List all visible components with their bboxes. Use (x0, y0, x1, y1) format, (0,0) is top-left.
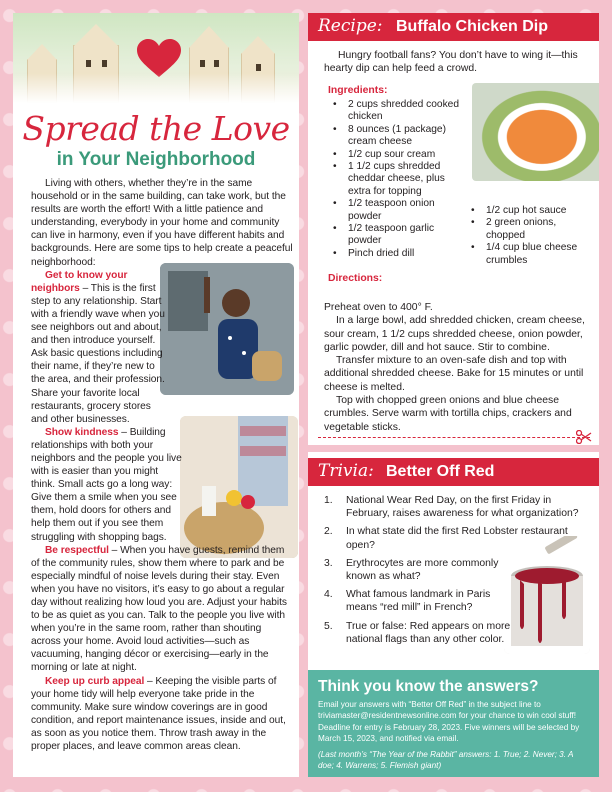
ingredient-item: • 1/2 cup hot sauce (468, 205, 596, 217)
answers-box (308, 670, 599, 777)
article-body (31, 177, 293, 753)
tip-heading: Get to know your neighbors (31, 269, 128, 294)
recipe-intro: Hungry football fans? You don’t have to wing it—this hearty dip can help feed a crowd. (324, 50, 578, 74)
recipe-card (308, 13, 599, 445)
direction-step: Top with chopped green onions and blue cheese crumbles. Serve warm with tortilla chips, crackers and vegetable sticks. (324, 395, 572, 433)
tip-text: – Keeping the visible parts of your home tidy will help everyone take pride in the community. Make sure window coverings are in good condition, and report maintenance issues, inside and out, as soon as you notice them. Throw trash away in the proper places, and leave common areas clean. (31, 675, 286, 753)
cut-line (318, 437, 590, 438)
buffalo-dip-photo (472, 83, 599, 181)
trivia-questions (324, 494, 579, 651)
ingredient-item: • 8 ounces (1 package) cream cheese (330, 124, 460, 149)
ingredients-heading: Ingredients: (328, 85, 388, 96)
ingredient-item: • 1/4 cup blue cheese crumbles (468, 242, 596, 267)
ingredient-item: • 2 green onions, chopped (468, 217, 596, 242)
recipe-title: Buffalo Chicken Dip (396, 18, 549, 35)
trivia-question: 4. What famous landmark in Paris means “red mill” in French? (324, 589, 491, 614)
direction-step: Preheat oven to 400° F. (324, 302, 433, 313)
trivia-question: 2. In what state did the first Red Lobster restaurant open? (324, 526, 568, 551)
trivia-question: 3. Erythrocytes are more commonly known as what? (324, 557, 499, 583)
direction-step: Transfer mixture to an oven-safe dish and top with additional shredded cheese. Bake for 15 minutes or until cheese is melted. (324, 355, 584, 393)
answers-instructions: Email your answers with “Better Off Red” in the subject line to triviamaster@residentnewsonline.com for your chance to win cool stuff! Deadline for entry is February 28, 2023. Five winners will be selected by March 15, 2023, and notified via email. (318, 700, 580, 744)
trivia-banner (308, 458, 599, 486)
neighborhood-article (13, 13, 299, 777)
houses-heart-illustration (13, 13, 299, 103)
trivia-question: 1. National Wear Red Day, on the first Friday in February, raises awareness for what organization? (324, 495, 579, 520)
tip-text: – This is the first step to any relationship. Start with a friendly wave when you see neighbors out and about, and then introduce yourself. Ask basic questions including their name, if they’re new to the area, and their profession. Share your favorite local restaurants, grocery stores and other businesses. (31, 282, 165, 425)
scissors-icon (576, 430, 592, 444)
article-subtitle: in Your Neighborhood (56, 149, 256, 170)
ingredient-item: • 1/2 cup sour cream (330, 149, 460, 161)
article-intro: Living with others, whether they’re in the same household or in the same building, can take work, but the results are worth the effort! With a little patience and understanding, everybody in your home and community can live in harmony, even if you have different habits and backgrounds. Here are some tips to help create a peaceful neighborhood: (31, 178, 293, 268)
tip-heading: Show kindness (45, 426, 119, 438)
answers-title: Think you know the answers? (318, 678, 539, 695)
trivia-label: Trivia: (318, 461, 374, 481)
trivia-title: Better Off Red (386, 463, 495, 480)
trivia-card (308, 452, 599, 777)
tip-text: – Building relationships with both your neighbors and the people you live with is easier than you might think. Small acts go a long way: Give them a smile when you see them, hold doors for others and help them out if you see them struggling with shopping bags. (31, 426, 182, 543)
ingredient-item: • 1 1/2 cups shredded cheddar cheese, plus extra for topping (330, 161, 460, 198)
ingredient-item: • 1/2 teaspoon garlic powder (330, 223, 460, 248)
directions-body (324, 301, 596, 434)
ingredient-item: • 1/2 teaspoon onion powder (330, 198, 460, 223)
tip-heading: Keep up curb appeal (45, 675, 145, 687)
tip-text: – When you have guests, remind them of the community rules, show them where to park and be especially mindful of noise levels during their stay. Even when you have no visitors, it’s easy to go about a regular day without realizing how loud you are. Adjust your habits to be as quiet as you can. Talk to the people you live with when you’re in the same room, rather than shouting across your home. Avoid loud activities—such as vacuuming, hanging décor or exercising—early in the morning or late at night. (31, 544, 287, 674)
ingredients-list (330, 99, 460, 260)
ingredient-item: • 2 cups shredded cooked chicken (330, 99, 460, 124)
ingredient-item: • Pinch dried dill (330, 248, 460, 260)
ingredients-list-2 (468, 205, 596, 267)
trivia-question: 5. True or false: Red appears on more national flags than any other color. (324, 620, 511, 645)
article-title: Spread the Love (22, 109, 290, 148)
recipe-banner (308, 13, 599, 41)
directions-heading: Directions: (328, 273, 383, 284)
tip-heading: Be respectful (45, 544, 109, 556)
last-month-answers: (Last month’s “The Year of the Rabbit” answers: 1. True; 2. Never; 3. A doe; 4. Warrens; 5. Flemish giant) (318, 749, 574, 771)
direction-step: In a large bowl, add shredded chicken, cream cheese, sour cream, 1 1/2 cups shredded cheese, onion powder, garlic powder, dill and hot sauce. Stir to combine. (324, 315, 585, 353)
recipe-label: Recipe: (318, 16, 383, 36)
